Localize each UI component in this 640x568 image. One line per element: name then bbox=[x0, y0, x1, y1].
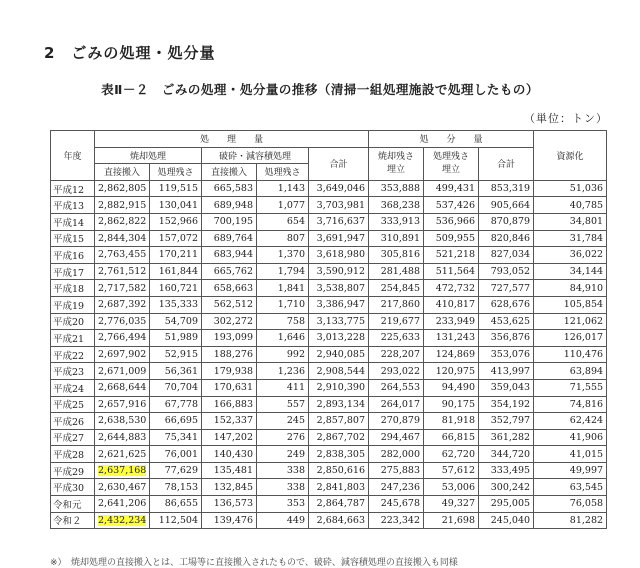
value-cell: 217,860 bbox=[369, 296, 424, 313]
value-cell: 140,430 bbox=[202, 446, 257, 463]
value-cell: 1,370 bbox=[257, 247, 309, 264]
header-direct-in-crushing: 直接搬入 bbox=[202, 164, 257, 181]
value-cell: 49,997 bbox=[534, 462, 607, 479]
year-cell: 平成30 bbox=[51, 479, 95, 496]
value-cell: 338 bbox=[257, 479, 309, 496]
value-cell: 294,467 bbox=[369, 429, 424, 446]
year-cell: 平成12 bbox=[51, 180, 95, 197]
value-cell: 2,717,582 bbox=[95, 280, 150, 297]
value-cell: 628,676 bbox=[479, 296, 534, 313]
value-cell: 361,282 bbox=[479, 429, 534, 446]
value-cell: 689,948 bbox=[202, 197, 257, 214]
value-cell: 71,555 bbox=[534, 379, 607, 396]
header-year: 年度 bbox=[51, 131, 95, 181]
value-cell: 300,242 bbox=[479, 479, 534, 496]
value-cell: 807 bbox=[257, 230, 309, 247]
year-cell: 平成15 bbox=[51, 230, 95, 247]
value-cell: 76,001 bbox=[150, 446, 202, 463]
value-cell: 66,815 bbox=[424, 429, 479, 446]
value-cell: 120,975 bbox=[424, 363, 479, 380]
value-cell: 562,512 bbox=[202, 296, 257, 313]
value-cell: 3,133,775 bbox=[309, 313, 369, 330]
value-cell: 34,801 bbox=[534, 213, 607, 230]
value-cell: 2,844,304 bbox=[95, 230, 150, 247]
value-cell: 727,577 bbox=[479, 280, 534, 297]
value-cell: 1,710 bbox=[257, 296, 309, 313]
section-title: 2 ごみの処理・処分量 bbox=[44, 44, 216, 62]
value-cell: 2,630,467 bbox=[95, 479, 150, 496]
value-cell: 225,633 bbox=[369, 330, 424, 347]
year-cell: 平成25 bbox=[51, 396, 95, 413]
value-cell: 188,276 bbox=[202, 346, 257, 363]
value-cell: 270,879 bbox=[369, 413, 424, 430]
value-cell: 665,583 bbox=[202, 180, 257, 197]
highlighted-value: 2,432,234 bbox=[98, 514, 147, 526]
year-cell: 平成28 bbox=[51, 446, 95, 463]
year-cell: 平成22 bbox=[51, 346, 95, 363]
value-cell: 34,144 bbox=[534, 263, 607, 280]
value-cell: 57,612 bbox=[424, 462, 479, 479]
value-cell: 66,695 bbox=[150, 413, 202, 430]
value-cell: 2,940,085 bbox=[309, 346, 369, 363]
value-cell: 2,857,807 bbox=[309, 413, 369, 430]
value-cell: 353,076 bbox=[479, 346, 534, 363]
value-cell: 1,077 bbox=[257, 197, 309, 214]
value-cell: 136,573 bbox=[202, 496, 257, 513]
table-row bbox=[51, 363, 607, 380]
value-cell: 130,041 bbox=[150, 197, 202, 214]
value-cell: 2,850,616 bbox=[309, 462, 369, 479]
value-cell: 338 bbox=[257, 462, 309, 479]
value-cell: 2,657,916 bbox=[95, 396, 150, 413]
value-cell: 81,918 bbox=[424, 413, 479, 430]
value-cell: 453,625 bbox=[479, 313, 534, 330]
value-cell: 245 bbox=[257, 413, 309, 430]
table-row bbox=[51, 396, 607, 413]
value-cell: 157,072 bbox=[150, 230, 202, 247]
table-row bbox=[51, 379, 607, 396]
year-cell: 平成27 bbox=[51, 429, 95, 446]
value-cell: 3,649,046 bbox=[309, 180, 369, 197]
header-incineration: 焼却処理 bbox=[95, 147, 202, 164]
value-cell: 827,034 bbox=[479, 247, 534, 264]
table-row bbox=[51, 429, 607, 446]
value-cell: 63,545 bbox=[534, 479, 607, 496]
value-cell: 247,236 bbox=[369, 479, 424, 496]
value-cell: 2,621,625 bbox=[95, 446, 150, 463]
value-cell: 654 bbox=[257, 213, 309, 230]
value-cell: 683,944 bbox=[202, 247, 257, 264]
value-cell: 41,906 bbox=[534, 429, 607, 446]
value-cell: 135,333 bbox=[150, 296, 202, 313]
year-cell: 令和２ bbox=[51, 512, 95, 529]
value-cell: 70,704 bbox=[150, 379, 202, 396]
value-cell: 170,631 bbox=[202, 379, 257, 396]
value-cell: 536,966 bbox=[424, 213, 479, 230]
value-cell: 282,000 bbox=[369, 446, 424, 463]
year-cell: 平成19 bbox=[51, 296, 95, 313]
value-cell: 992 bbox=[257, 346, 309, 363]
value-cell: 94,490 bbox=[424, 379, 479, 396]
year-cell: 令和元 bbox=[51, 496, 95, 513]
unit-label: （単位：トン） bbox=[524, 112, 608, 125]
value-cell: 245,678 bbox=[369, 496, 424, 513]
value-cell: 2,671,009 bbox=[95, 363, 150, 380]
value-cell: 359,043 bbox=[479, 379, 534, 396]
header-direct-in-incineration: 直接搬入 bbox=[95, 164, 150, 181]
value-cell: 352,797 bbox=[479, 413, 534, 430]
header-total-processing: 合計 bbox=[309, 147, 369, 180]
value-cell: 689,764 bbox=[202, 230, 257, 247]
year-cell: 平成16 bbox=[51, 247, 95, 264]
value-cell: 152,337 bbox=[202, 413, 257, 430]
value-cell: 1,143 bbox=[257, 180, 309, 197]
value-cell: 3,691,947 bbox=[309, 230, 369, 247]
value-cell: 51,989 bbox=[150, 330, 202, 347]
value-cell: 147,202 bbox=[202, 429, 257, 446]
value-cell: 302,272 bbox=[202, 313, 257, 330]
value-cell: 293,022 bbox=[369, 363, 424, 380]
value-cell: 700,195 bbox=[202, 213, 257, 230]
value-cell: 3,590,912 bbox=[309, 263, 369, 280]
value-cell: 2,864,787 bbox=[309, 496, 369, 513]
value-cell: 126,017 bbox=[534, 330, 607, 347]
table-row bbox=[51, 180, 607, 197]
year-cell: 平成26 bbox=[51, 413, 95, 430]
value-cell: 2,638,530 bbox=[95, 413, 150, 430]
value-cell: 368,238 bbox=[369, 197, 424, 214]
value-cell: 84,910 bbox=[534, 280, 607, 297]
value-cell: 511,564 bbox=[424, 263, 479, 280]
table-row bbox=[51, 197, 607, 214]
table-row bbox=[51, 296, 607, 313]
table-row bbox=[51, 263, 607, 280]
value-cell: 36,022 bbox=[534, 247, 607, 264]
value-cell: 2,763,455 bbox=[95, 247, 150, 264]
value-cell: 49,327 bbox=[424, 496, 479, 513]
table-title: 表Ⅱ－２ ごみの処理・処分量の推移（清掃一組処理施設で処理したもの） bbox=[101, 82, 539, 97]
value-cell: 119,515 bbox=[150, 180, 202, 197]
value-cell: 905,664 bbox=[479, 197, 534, 214]
value-cell: 90,175 bbox=[424, 396, 479, 413]
value-cell: 124,869 bbox=[424, 346, 479, 363]
value-cell: 275,883 bbox=[369, 462, 424, 479]
value-cell: 413,997 bbox=[479, 363, 534, 380]
value-cell: 2,882,915 bbox=[95, 197, 150, 214]
value-cell: 537,426 bbox=[424, 197, 479, 214]
value-cell: 870,879 bbox=[479, 213, 534, 230]
value-cell: 353 bbox=[257, 496, 309, 513]
value-cell: 1,646 bbox=[257, 330, 309, 347]
year-cell: 平成24 bbox=[51, 379, 95, 396]
header-disposal: 処 分 量 bbox=[369, 131, 534, 148]
value-cell: 3,538,807 bbox=[309, 280, 369, 297]
value-cell: 62,424 bbox=[534, 413, 607, 430]
value-cell: 333,495 bbox=[479, 462, 534, 479]
value-cell: 793,052 bbox=[479, 263, 534, 280]
value-cell: 170,211 bbox=[150, 247, 202, 264]
value-cell: 219,677 bbox=[369, 313, 424, 330]
table-row bbox=[51, 413, 607, 430]
table-row bbox=[51, 247, 607, 264]
value-cell: 52,915 bbox=[150, 346, 202, 363]
value-cell: 820,846 bbox=[479, 230, 534, 247]
value-cell: 3,386,947 bbox=[309, 296, 369, 313]
value-cell: 233,949 bbox=[424, 313, 479, 330]
value-cell: 354,192 bbox=[479, 396, 534, 413]
value-cell: 31,784 bbox=[534, 230, 607, 247]
value-cell bbox=[95, 512, 150, 529]
value-cell: 2,910,390 bbox=[309, 379, 369, 396]
value-cell: 2,761,512 bbox=[95, 263, 150, 280]
value-cell: 112,504 bbox=[150, 512, 202, 529]
table-row bbox=[51, 446, 607, 463]
value-cell: 53,006 bbox=[424, 479, 479, 496]
value-cell: 2,867,702 bbox=[309, 429, 369, 446]
value-cell: 152,966 bbox=[150, 213, 202, 230]
value-cell: 160,721 bbox=[150, 280, 202, 297]
table-row bbox=[51, 330, 607, 347]
table-row bbox=[51, 213, 607, 230]
header-incin-residue-landfill: 焼却残さ 埋立 bbox=[369, 147, 424, 180]
value-cell: 223,342 bbox=[369, 512, 424, 529]
value-cell: 41,015 bbox=[534, 446, 607, 463]
value-cell: 2,641,206 bbox=[95, 496, 150, 513]
value-cell: 310,891 bbox=[369, 230, 424, 247]
value-cell: 105,854 bbox=[534, 296, 607, 313]
value-cell: 193,099 bbox=[202, 330, 257, 347]
value-cell: 62,720 bbox=[424, 446, 479, 463]
value-cell: 1,236 bbox=[257, 363, 309, 380]
value-cell: 74,816 bbox=[534, 396, 607, 413]
value-cell: 2,668,644 bbox=[95, 379, 150, 396]
footnote: ※） 焼却処理の直接搬入とは、工場等に直接搬入されたもので、破砕、減容積処理の直接搬入も同様 bbox=[50, 558, 458, 568]
header-processing: 処 理 量 bbox=[95, 131, 369, 148]
header-recycling: 資源化 bbox=[534, 131, 607, 181]
header-proc-residue-landfill: 処理残さ 埋立 bbox=[424, 147, 479, 180]
highlighted-value: 2,637,168 bbox=[98, 465, 147, 477]
year-cell: 平成17 bbox=[51, 263, 95, 280]
table-row bbox=[51, 462, 607, 479]
value-cell: 2,687,392 bbox=[95, 296, 150, 313]
table-row bbox=[51, 230, 607, 247]
value-cell: 521,218 bbox=[424, 247, 479, 264]
year-cell: 平成13 bbox=[51, 197, 95, 214]
value-cell: 75,341 bbox=[150, 429, 202, 446]
value-cell: 139,476 bbox=[202, 512, 257, 529]
value-cell: 121,062 bbox=[534, 313, 607, 330]
value-cell bbox=[95, 462, 150, 479]
value-cell: 2,684,663 bbox=[309, 512, 369, 529]
value-cell: 3,013,228 bbox=[309, 330, 369, 347]
value-cell: 131,243 bbox=[424, 330, 479, 347]
header-total-disposal: 合計 bbox=[479, 147, 534, 180]
value-cell: 1,794 bbox=[257, 263, 309, 280]
value-cell: 344,720 bbox=[479, 446, 534, 463]
value-cell: 557 bbox=[257, 396, 309, 413]
value-cell: 228,207 bbox=[369, 346, 424, 363]
header-residue-crushing: 処理残さ bbox=[257, 164, 309, 181]
value-cell: 2,776,035 bbox=[95, 313, 150, 330]
value-cell: 51,036 bbox=[534, 180, 607, 197]
value-cell: 449 bbox=[257, 512, 309, 529]
year-cell: 平成29 bbox=[51, 462, 95, 479]
value-cell: 2,862,805 bbox=[95, 180, 150, 197]
value-cell: 63,894 bbox=[534, 363, 607, 380]
value-cell: 2,697,902 bbox=[95, 346, 150, 363]
value-cell: 853,319 bbox=[479, 180, 534, 197]
value-cell: 499,431 bbox=[424, 180, 479, 197]
value-cell: 2,766,494 bbox=[95, 330, 150, 347]
value-cell: 2,908,544 bbox=[309, 363, 369, 380]
value-cell: 135,481 bbox=[202, 462, 257, 479]
value-cell: 86,655 bbox=[150, 496, 202, 513]
year-cell: 平成20 bbox=[51, 313, 95, 330]
value-cell: 509,955 bbox=[424, 230, 479, 247]
year-cell: 平成23 bbox=[51, 363, 95, 380]
value-cell: 132,845 bbox=[202, 479, 257, 496]
year-cell: 平成14 bbox=[51, 213, 95, 230]
value-cell: 1,841 bbox=[257, 280, 309, 297]
table-row bbox=[51, 313, 607, 330]
value-cell: 333,913 bbox=[369, 213, 424, 230]
value-cell: 166,883 bbox=[202, 396, 257, 413]
value-cell: 161,844 bbox=[150, 263, 202, 280]
value-cell: 81,282 bbox=[534, 512, 607, 529]
header-residue-incineration: 処理残さ bbox=[150, 164, 202, 181]
value-cell: 305,816 bbox=[369, 247, 424, 264]
value-cell: 2,862,822 bbox=[95, 213, 150, 230]
year-cell: 平成21 bbox=[51, 330, 95, 347]
value-cell: 658,663 bbox=[202, 280, 257, 297]
value-cell: 3,618,980 bbox=[309, 247, 369, 264]
value-cell: 264,553 bbox=[369, 379, 424, 396]
value-cell: 3,716,637 bbox=[309, 213, 369, 230]
value-cell: 2,838,305 bbox=[309, 446, 369, 463]
value-cell: 2,841,803 bbox=[309, 479, 369, 496]
value-cell: 353,888 bbox=[369, 180, 424, 197]
value-cell: 3,703,981 bbox=[309, 197, 369, 214]
value-cell: 276 bbox=[257, 429, 309, 446]
value-cell: 2,644,883 bbox=[95, 429, 150, 446]
value-cell: 411 bbox=[257, 379, 309, 396]
waste-table bbox=[50, 130, 607, 529]
value-cell: 249 bbox=[257, 446, 309, 463]
value-cell: 21,698 bbox=[424, 512, 479, 529]
value-cell: 281,488 bbox=[369, 263, 424, 280]
value-cell: 410,817 bbox=[424, 296, 479, 313]
table-row bbox=[51, 496, 607, 513]
table-row bbox=[51, 346, 607, 363]
value-cell: 77,629 bbox=[150, 462, 202, 479]
year-cell: 平成18 bbox=[51, 280, 95, 297]
value-cell: 40,785 bbox=[534, 197, 607, 214]
value-cell: 245,040 bbox=[479, 512, 534, 529]
value-cell: 254,845 bbox=[369, 280, 424, 297]
value-cell: 356,876 bbox=[479, 330, 534, 347]
value-cell: 295,005 bbox=[479, 496, 534, 513]
value-cell: 76,058 bbox=[534, 496, 607, 513]
value-cell: 54,709 bbox=[150, 313, 202, 330]
table-row bbox=[51, 512, 607, 529]
value-cell: 2,893,134 bbox=[309, 396, 369, 413]
header-crushing: 破砕・減容積処理 bbox=[202, 147, 309, 164]
value-cell: 179,938 bbox=[202, 363, 257, 380]
table-row bbox=[51, 479, 607, 496]
value-cell: 56,361 bbox=[150, 363, 202, 380]
value-cell: 78,153 bbox=[150, 479, 202, 496]
value-cell: 264,017 bbox=[369, 396, 424, 413]
value-cell: 67,778 bbox=[150, 396, 202, 413]
value-cell: 110,476 bbox=[534, 346, 607, 363]
value-cell: 758 bbox=[257, 313, 309, 330]
value-cell: 665,762 bbox=[202, 263, 257, 280]
value-cell: 472,732 bbox=[424, 280, 479, 297]
table-row bbox=[51, 280, 607, 297]
